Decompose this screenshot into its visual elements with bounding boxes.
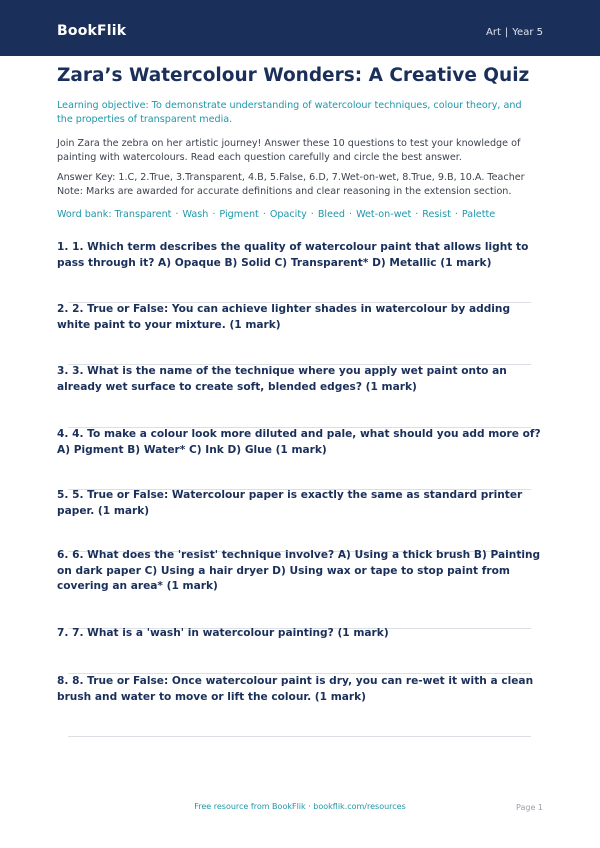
header-bar: [0, 0, 600, 56]
word-bank-label: Word bank:: [57, 209, 112, 220]
question-6: 6. 6. What does the 'resist' technique involve? A) Using a thick brush B) Painting on dark paper C) Using a hair dryer D) Using wax or tape to stop paint from covering an area* (1 mark): [57, 549, 541, 592]
question-7: 7. 7. What is a 'wash' in watercolour painting? (1 mark): [57, 627, 389, 639]
word-bank-item: Resist: [422, 209, 451, 220]
word-separator: ·: [454, 209, 458, 220]
intro-text: Join Zara the zebra on her artistic journey! Answer these 10 questions to test your knowledge of painting with watercolours. Read each question carefully and circle the best answer.: [57, 138, 521, 163]
meta-separator: |: [504, 27, 509, 38]
word-bank-item: Wet-on-wet: [356, 209, 412, 220]
page-number: Page 1: [516, 803, 543, 812]
word-separator: ·: [310, 209, 314, 220]
word-bank-item: Pigment: [219, 209, 259, 220]
subject-year-meta: [486, 27, 543, 38]
word-bank: [57, 209, 542, 220]
word-separator: ·: [212, 209, 216, 220]
question-5: 5. 5. True or False: Watercolour paper is exactly the same as standard printer paper. (1 mark): [57, 489, 523, 517]
brand-logo[interactable]: BookFlik: [57, 23, 127, 39]
word-bank-item: Bleed: [317, 209, 345, 220]
word-separator: ·: [349, 209, 353, 220]
word-bank-item: Wash: [182, 209, 209, 220]
word-bank-item: Opacity: [269, 209, 307, 220]
page-title: Zara’s Watercolour Wonders: A Creative Quiz: [57, 65, 530, 86]
word-bank-item: Palette: [461, 209, 496, 220]
answer-line-8[interactable]: [68, 736, 531, 737]
learning-objective: Learning objective: To demonstrate understanding of watercolour techniques, colour theory, and the properties of transparent media.: [57, 100, 522, 125]
year-label: Year 5: [512, 27, 543, 38]
word-separator: ·: [415, 209, 419, 220]
word-separator: ·: [262, 209, 266, 220]
question-2: 2. 2. True or False: You can achieve lighter shades in watercolour by adding white paint to your mixture. (1 mark): [57, 303, 511, 331]
question-1: 1. 1. Which term describes the quality of watercolour paint that allows light to pass through it? A) Opaque B) Solid C) Transparent* D) Metallic (1 mark): [57, 241, 529, 269]
answer-key: Answer Key: 1.C, 2.True, 3.Transparent, 4.B, 5.False, 6.D, 7.Wet-on-wet, 8.True, 9.B, 10.A. Teacher Note: Marks are awarded for accurate definitions and clear reasoning in the extension section.: [57, 172, 525, 197]
footer-resource-link[interactable]: Free resource from BookFlik · bookflik.com/resources: [194, 802, 406, 811]
word-bank-item: Transparent: [114, 209, 172, 220]
word-separator: ·: [175, 209, 179, 220]
question-8: 8. 8. True or False: Once watercolour paint is dry, you can re-wet it with a clean brush and water to move or lift the colour. (1 mark): [57, 675, 534, 703]
question-4: 4. 4. To make a colour look more diluted and pale, what should you add more of? A) Pigment B) Water* C) Ink D) Glue (1 mark): [57, 428, 541, 456]
subject-label: Art: [486, 27, 501, 38]
question-3: 3. 3. What is the name of the technique where you apply wet paint onto an already wet surface to create soft, blended edges? (1 mark): [57, 365, 507, 393]
